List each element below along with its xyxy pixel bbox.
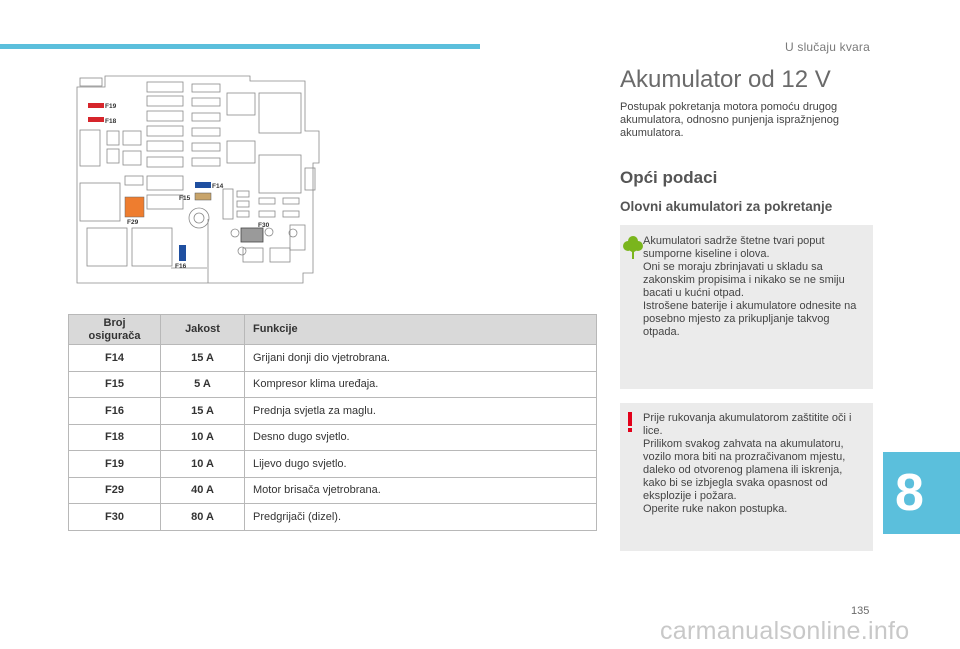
cell-fuse: F15 [69,371,161,398]
cell-function: Prednja svjetla za maglu. [245,398,597,425]
page-number: 135 [851,605,870,617]
cell-function: Desno dugo svjetlo. [245,424,597,451]
cell-function: Kompresor klima uređaja. [245,371,597,398]
environment-note [620,225,873,389]
chapter-number: 8 [895,464,924,522]
fuse-f29 [125,197,144,217]
warning-note-text: Prije rukovanja akumulatorom zaštitite oči i lice. Prilikom svakog zahvata na akumulatoru, vozilo mora biti na prozračivanom mjestu, daleko od otvorenog plamena ili iskrenja, kako bi se izbjegla svaka opasnost od eksplozije i požara. Operite ruke nakon postupka. [643,412,852,515]
cell-amp: 10 A [161,451,245,478]
table-row [69,451,597,478]
section-heading: Akumulator od 12 V [620,66,831,93]
subsection-heading: Opći podaci [620,168,718,187]
fuse-box-diagram [75,73,325,293]
cell-fuse: F18 [69,424,161,451]
header-functions: Funkcije [245,315,597,345]
cell-amp: 15 A [161,398,245,425]
cell-amp: 80 A [161,504,245,531]
fuse-f15 [195,193,211,200]
cell-amp: 40 A [161,477,245,504]
table-row [69,398,597,425]
fuse-f16 [179,245,186,261]
cell-function: Motor brisača vjetrobrana. [245,477,597,504]
cell-fuse: F16 [69,398,161,425]
warning-note [620,403,873,551]
cell-amp: 15 A [161,345,245,372]
label-f14: F14 [212,183,224,190]
table-row [69,477,597,504]
environment-note-text: Akumulatori sadrže štetne tvari poput sumporne kiseline i olova. Oni se moraju zbrinjavati u skladu sa zakonskim propisima i nikako se ne smiju bacati u kućni otpad. Istrošene baterije i akumulatore odnesite na posebno mjesto za prikupljanje takvog otpada. [643,235,857,338]
table-header-row [69,315,597,345]
cell-function: Predgrijači (dizel). [245,504,597,531]
header-amperage: Jakost [161,315,245,345]
exclamation-icon [623,411,637,433]
chapter-title: U slučaju kvara [784,40,870,54]
cell-function: Lijevo dugo svjetlo. [245,451,597,478]
table-row [69,424,597,451]
sub-subsection-heading: Olovni akumulatori za pokretanje [620,199,833,214]
label-f19: F19 [105,103,117,110]
cell-fuse: F29 [69,477,161,504]
header-fuse-number: Broj osigurača [69,315,161,345]
header-accent-bar [0,44,480,49]
tree-icon [623,235,643,259]
watermark: carmanualsonline.info [660,617,910,645]
cell-amp: 10 A [161,424,245,451]
intro-paragraph: Postupak pokretanja motora pomoću drugog akumulatora, odnosno punjenja ispražnjenog akumulatora. [620,101,839,139]
table-row [69,345,597,372]
label-f16: F16 [175,263,187,270]
cell-fuse: F14 [69,345,161,372]
label-f15: F15 [179,195,191,202]
fuse-f14 [195,182,211,188]
fuse-table [68,314,597,531]
table-row [69,371,597,398]
label-f30: F30 [258,222,270,229]
fuse-f30 [241,228,263,242]
cell-amp: 5 A [161,371,245,398]
fuse-f18 [88,117,104,122]
cell-fuse: F19 [69,451,161,478]
cell-fuse: F30 [69,504,161,531]
fuse-f19 [88,103,104,108]
table-row [69,504,597,531]
label-f29: F29 [127,219,139,226]
cell-function: Grijani donji dio vjetrobrana. [245,345,597,372]
label-f18: F18 [105,118,117,125]
